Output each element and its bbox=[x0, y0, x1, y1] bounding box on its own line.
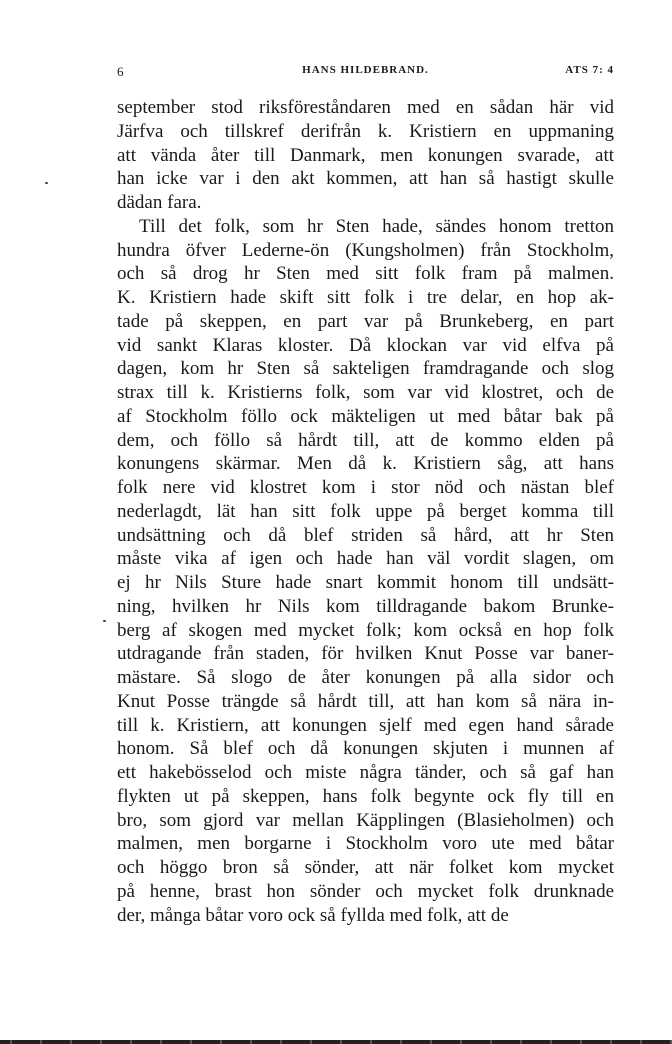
text-line: strax till k. Kristierns folk, som var vid klostret, och de bbox=[117, 382, 614, 403]
text-line: K. Kristiern hade skift sitt folk i tre delar, en hop ak- bbox=[117, 287, 614, 308]
text-line: och så drog hr Sten med sitt folk fram på malmen. bbox=[117, 263, 614, 285]
text-line: honom. Så blef och då konungen skjuten i munnen af bbox=[117, 738, 614, 760]
page-number: 6 bbox=[117, 64, 125, 79]
text-line: flykten ut på skeppen, hans folk begynte ock fly till en bbox=[117, 785, 614, 807]
text-line: och höggo bron så sönder, att när folket kom mycket bbox=[117, 857, 614, 878]
text-line: han icke var i den akt kommen, att han så hastigt skulle bbox=[117, 168, 614, 190]
text-line: måste vika af igen och hade han väl vordit slagen, om bbox=[117, 548, 614, 570]
text-line: till k. Kristiern, att konungen sjelf med egen hand sårade bbox=[117, 714, 614, 736]
text-line: dem, och föllo så hårdt till, att de kommo elden på bbox=[117, 429, 614, 451]
speck-mark bbox=[103, 620, 106, 622]
running-header bbox=[117, 64, 614, 84]
text-line: der, många båtar voro ock så fyllda med folk, att de bbox=[117, 904, 509, 926]
text-line: undsättning och då blef striden så hård, att hr Sten bbox=[117, 524, 614, 546]
text-line: konungens skärmar. Men då k. Kristiern såg, att hans bbox=[117, 453, 614, 475]
text-line: ett hakebösselod och miste några tänder, och så gaf han bbox=[117, 762, 614, 783]
text-line: Knut Posse trängde så hårdt till, att han kom så nära in- bbox=[117, 690, 614, 712]
paragraph bbox=[117, 215, 614, 928]
text-line: berg af skogen med mycket folk; kom också en hop folk bbox=[117, 619, 614, 641]
paragraph bbox=[117, 96, 614, 215]
text-line: tade på skeppen, en part var på Brunkeberg, en part bbox=[117, 310, 614, 332]
text-line: malmen, men borgarne i Stockholm voro ute med båtar bbox=[117, 833, 614, 855]
text-line: vid sankt Klaras kloster. Då klockan var vid elfva på bbox=[117, 334, 614, 356]
text-line: dagen, kom hr Sten så sakteligen framdragande och slog bbox=[117, 358, 614, 380]
speck-mark bbox=[45, 182, 48, 184]
text-line: på henne, brast hon sönder och mycket folk drunknade bbox=[117, 880, 614, 902]
text-line: af Stockholm föllo ock mäkteligen ut med båtar bak på bbox=[117, 405, 614, 427]
text-line: Järfva och tillskref derifrån k. Kristiern en uppmaning bbox=[117, 120, 614, 142]
text-line: utdragande från staden, för hvilken Knut Posse var baner- bbox=[117, 643, 614, 665]
body-text bbox=[117, 96, 614, 927]
text-line: Till det folk, som hr Sten hade, sändes honom tretton bbox=[139, 215, 614, 237]
text-line: att vända åter till Danmark, men konungen svarade, att bbox=[117, 144, 614, 166]
text-line: bro, som gjord var mellan Käpplingen (Blasieholmen) och bbox=[117, 809, 614, 831]
text-line: hundra öfver Lederne-ön (Kungsholmen) från Stockholm, bbox=[117, 239, 614, 261]
text-line: dädan fara. bbox=[117, 192, 202, 213]
text-line: mästare. Så slogo de åter konungen på alla sidor och bbox=[117, 667, 614, 688]
running-title: HANS HILDEBRAND. bbox=[302, 64, 429, 76]
signature-mark: ATS 7: 4 bbox=[565, 64, 614, 76]
text-line: ej hr Nils Sture hade snart kommit honom till undsätt- bbox=[117, 572, 614, 593]
scan-edge bbox=[0, 1040, 672, 1044]
text-line: september stod riksföreståndaren med en sådan här vid bbox=[117, 97, 614, 118]
text-line: folk nere vid klostret kom i stor nöd och nästan blef bbox=[117, 477, 614, 498]
text-line: ning, hvilken hr Nils kom tilldragande bakom Brunke- bbox=[117, 595, 614, 617]
text-line: nederlagdt, lät han sitt folk uppe på berget komma till bbox=[117, 500, 614, 522]
